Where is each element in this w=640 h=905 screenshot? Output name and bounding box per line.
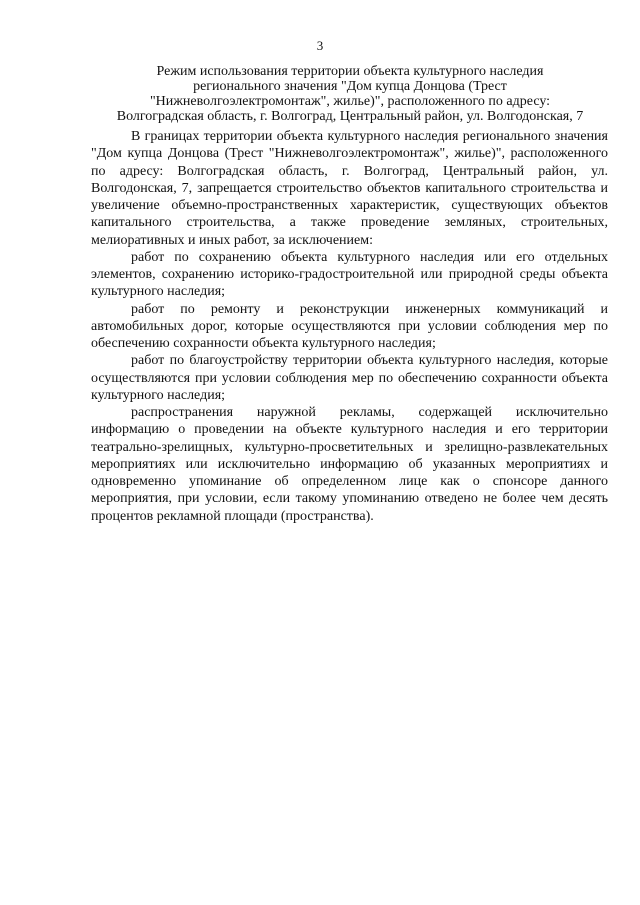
page-number: 3 — [316, 38, 324, 53]
exception-paragraph: работ по ремонту и реконструкции инженерных коммуникаций и автомобильных дорог, которые осуществляются при условии соблюдения мер по обеспечению сохранности объекта культурного наследия; — [91, 301, 608, 351]
exception-paragraph: работ по сохранению объекта культурного наследия или его отдельных элементов, сохранению историко-градостроительной или природной среды объекта культурного наследия; — [91, 249, 608, 300]
title-line: "Нижневолгоэлектромонтаж", жилье)", расположенного по адресу: — [149, 94, 551, 109]
intro-paragraph: В границах территории объекта культурного наследия регионального значения "Дом купца Донцова (Трест "Нижневолгоэлектромонтаж", жилье)", расположенного по адресу: Волгоградская область, г. Волгоград, Центральный район, ул. Волгодонская, 7, запрещается строительство объектов капитального строительства и увеличение объемно-пространственных характеристик, существующих объектов капитального строительства, а также проведение земляных, строительных, мелиоративных и иных работ, за исключением: — [91, 129, 608, 248]
exception-paragraph: распространения наружной рекламы, содержащей исключительно информацию о проведении на объекте культурного наследия и его территории театрально-зрелищных, культурно-просветительных и зрелищно-развлекательных мероприятиях или исключительно информацию об указанных мероприятиях и одновременно упоминание об определенном лице как о спонсоре данного мероприятия, при условии, если такому упоминанию отведено не более чем десять процентов рекламной площади (пространства). — [91, 405, 608, 524]
title-line: Волгоградская область, г. Волгоград, Центральный район, ул. Волгодонская, 7 — [116, 109, 584, 124]
exception-paragraph: работ по благоустройству территории объекта культурного наследия, которые осуществляются при условии соблюдения мер по обеспечению сохранности объекта культурного наследия; — [91, 353, 608, 403]
document-body — [91, 128, 608, 525]
title-line: Режим использования территории объекта культурного наследия — [156, 64, 544, 79]
document-title — [90, 64, 610, 124]
title-line: регионального значения "Дом купца Донцова (Трест — [193, 79, 507, 94]
